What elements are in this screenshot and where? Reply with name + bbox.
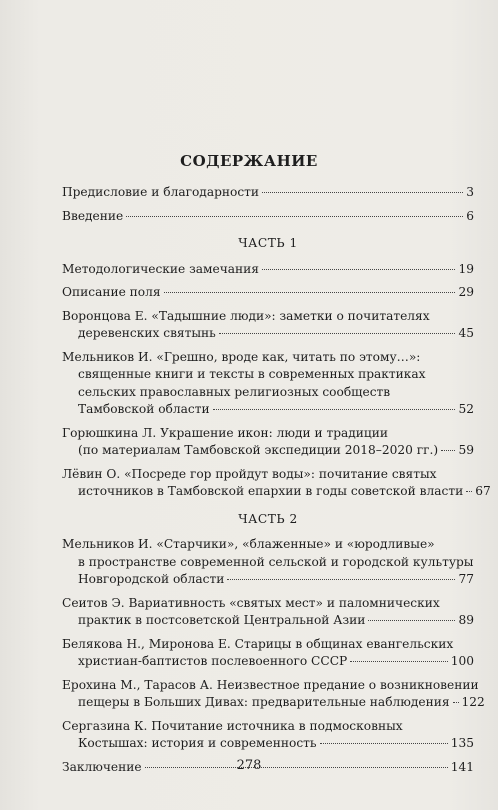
toc-entry-line (62, 261, 474, 279)
page-number: 278 (236, 758, 262, 773)
toc-page-number: 6 (466, 208, 474, 223)
toc-entry-text: Сеитов Э. Вариативность «святых мест» и паломнических (62, 595, 440, 610)
toc-entry-text: Сергазина К. Почитание источника в подмосковных (62, 718, 403, 733)
toc-entry-line (62, 636, 474, 654)
toc-entry-line (62, 571, 474, 589)
toc-part-1-section (62, 261, 491, 501)
dot-leader (227, 579, 455, 580)
toc-entry-text: Методологические замечания (62, 261, 259, 276)
toc-page-number: 100 (450, 654, 474, 668)
toc-entry-text: Заключение (62, 759, 142, 774)
toc-entry-line (62, 208, 474, 226)
toc-entry-line (62, 425, 474, 443)
dot-leader (441, 450, 455, 451)
page-title: СОДЕРЖАНИЕ (180, 152, 318, 170)
dot-leader (213, 409, 456, 410)
toc-page-number: 89 (458, 613, 474, 627)
toc-entry-text: Новгородской области (78, 572, 225, 586)
toc-entry (62, 677, 485, 712)
dot-leader (126, 216, 463, 217)
toc-entry-line (62, 466, 474, 484)
toc-entry-line (62, 384, 474, 402)
toc-entry-line (62, 536, 474, 554)
toc-entry (62, 636, 474, 671)
toc-entry-text: пещеры в Больших Дивах: предварительные наблюдения (78, 695, 450, 709)
toc-entry (62, 466, 491, 501)
toc-page-number: 135 (450, 736, 474, 750)
toc-page-number: 45 (458, 326, 474, 340)
toc-entry-line (62, 184, 474, 202)
toc-entry (62, 208, 474, 226)
toc-entry (62, 261, 474, 279)
dot-leader (262, 269, 455, 270)
toc-entry-text: сельских православных религиозных сообществ (78, 384, 391, 399)
toc-entry-line (62, 677, 479, 695)
toc-entry-line (62, 694, 485, 712)
toc-page-number: 122 (461, 695, 485, 709)
toc-entry-line (62, 483, 491, 501)
toc-entry-text: практик в постсоветской Центральной Азии (78, 613, 366, 627)
toc-entry-text: Белякова Н., Миронова Е. Старицы в общинах евангельских (62, 636, 454, 651)
toc-entry (62, 308, 474, 343)
toc-entry-text: деревенских святынь (78, 326, 216, 340)
toc-page-number: 67 (475, 484, 491, 498)
toc-entry-text: Костышах: история и современность (78, 736, 317, 750)
toc-entry-text: Ерохина М., Тарасов А. Неизвестное предание о возникновении (62, 677, 479, 692)
dot-leader (368, 620, 455, 621)
toc-entry-text: Введение (62, 208, 124, 223)
toc-page-number: 77 (458, 572, 474, 586)
toc-entry-line (62, 284, 474, 302)
dot-leader (453, 702, 459, 703)
toc-entry-line (62, 349, 474, 367)
toc-entry-line (62, 718, 474, 736)
toc-entry-line (62, 595, 474, 613)
toc-entry-line (62, 442, 474, 460)
toc-page-number: 19 (458, 261, 474, 276)
toc-entry-text: священные книги и тексты в современных практиках (78, 367, 426, 381)
dot-leader (320, 743, 448, 744)
toc-entry (62, 425, 474, 460)
toc-entry-text: источников в Тамбовской епархии в годы советской власти (78, 484, 464, 498)
part-1-heading: ЧАСТЬ 1 (238, 236, 298, 250)
part-2-heading: ЧАСТЬ 2 (238, 511, 298, 526)
dot-leader (466, 491, 472, 492)
toc-entry-text: Тамбовской области (78, 402, 210, 416)
toc-page-number: 3 (466, 185, 474, 199)
toc-entry-text: (по материалам Тамбовской экспедиции 2018–2020 гг.) (78, 443, 439, 457)
toc-entry (62, 536, 474, 589)
toc-intro-section (62, 184, 474, 225)
toc-page-number: 141 (450, 759, 474, 774)
dot-leader (262, 192, 463, 193)
toc-entry-text: Мельников И. «Грешно, вроде как, читать по этому…»: (62, 349, 421, 364)
toc-entry-line (62, 401, 474, 419)
table-of-contents (62, 184, 491, 782)
dot-leader (219, 333, 456, 334)
toc-entry-text: в пространстве современной сельской и городской культуры (78, 554, 474, 569)
toc-entry-text: Горюшкина Л. Украшение икон: люди и традиции (62, 425, 388, 440)
toc-entry-line (62, 308, 474, 326)
toc-part-2-section (62, 536, 485, 776)
toc-entry-line (62, 735, 474, 753)
toc-entry-text: христиан-баптистов послевоенного СССР (78, 654, 348, 668)
toc-entry (62, 349, 474, 419)
toc-entry-line (62, 366, 474, 384)
toc-entry-line (62, 612, 474, 630)
toc-entry-line (62, 325, 474, 343)
dot-leader (164, 292, 456, 293)
dot-leader (350, 661, 447, 662)
toc-entry (62, 718, 474, 753)
toc-entry-text: Воронцова Е. «Тадышние люди»: заметки о почитателях (62, 308, 430, 323)
toc-entry (62, 184, 474, 202)
toc-page-number: 52 (458, 402, 474, 416)
toc-entry (62, 595, 474, 630)
toc-entry-text: Описание поля (62, 285, 161, 299)
toc-entry-text: Лёвин О. «Посреде гор пройдут воды»: почитание святых (62, 466, 437, 481)
toc-page-number: 59 (458, 443, 474, 457)
toc-entry-line (62, 554, 474, 572)
toc-entry-text: Предисловие и благодарности (62, 185, 260, 199)
toc-entry-text: Мельников И. «Старчики», «блаженные» и «юродливые» (62, 537, 435, 551)
toc-entry (62, 284, 474, 302)
toc-entry-line (62, 653, 474, 671)
toc-page-number: 29 (458, 285, 474, 299)
